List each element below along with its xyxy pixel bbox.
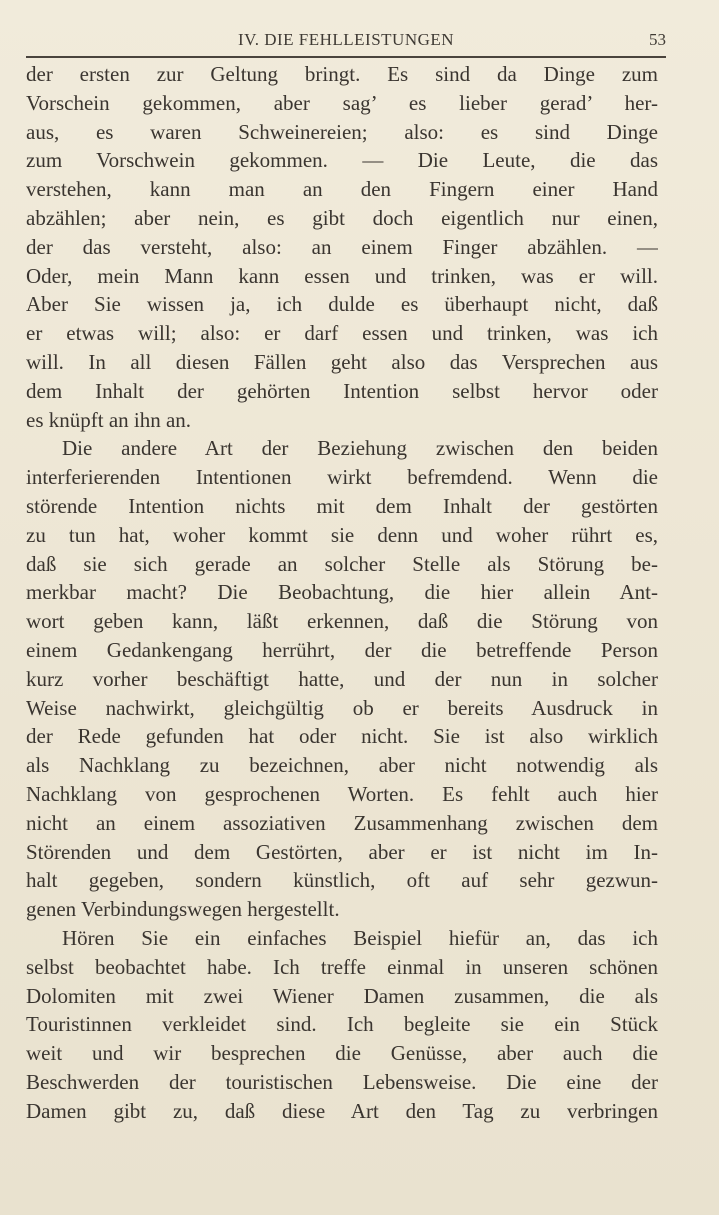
text-line: selbst beobachtet habe. Ich treffe einmal in unseren schönen [26,954,658,979]
text-line: wort geben kann, läßt erkennen, daß die Störung von [26,609,658,634]
text-line: merkbar macht? Die Beobachtung, die hier allein Ant- [26,580,658,605]
text-line: daß sie sich gerade an solcher Stelle als Störung be- [26,551,658,576]
text-line: Damen gibt zu, daß diese Art den Tag zu verbringen [26,1098,658,1123]
text-line: halt gegeben, sondern künstlich, oft auf sehr gezwun- [26,868,658,893]
text-line: will. In all diesen Fällen geht also das Versprechen aus [26,349,658,374]
text-line: Weise nachwirkt, gleichgültig ob er bereits Ausdruck in [26,695,658,720]
text-line: verstehen, kann man an den Fingern einer Hand [26,177,658,202]
text-line: er etwas will; also: er darf essen und trinken, was ich [26,321,658,346]
paragraph-start-line: Hören Sie ein einfaches Beispiel hiefür an, das ich [62,925,658,950]
text-line: als Nachklang zu bezeichnen, aber nicht notwendig als [26,753,658,778]
text-line: dem Inhalt der gehörten Intention selbst hervor oder [26,378,658,403]
text-line: weit und wir besprechen die Genüsse, aber auch die [26,1041,658,1066]
text-line: Oder, mein Mann kann essen und trinken, was er will. [26,263,658,288]
header-rule [26,56,666,58]
text-line: Touristinnen verkleidet sind. Ich begleite sie ein Stück [26,1012,658,1037]
page-number: 53 [649,30,666,49]
text-line: es knüpft an ihn an. [26,407,192,432]
text-line: Nachklang von gesprochenen Worten. Es fehlt auch hier [26,781,658,806]
text-line: zu tun hat, woher kommt sie denn und woher rührt es, [26,522,658,547]
text-line: interferierenden Intentionen wirkt befremdend. Wenn die [26,465,658,490]
text-line: störende Intention nichts mit dem Inhalt der gestörten [26,493,658,518]
text-line: Dolomiten mit zwei Wiener Damen zusammen, die als [26,983,658,1008]
text-line: Aber Sie wissen ja, ich dulde es überhaupt nicht, daß [26,292,658,317]
text-line: einem Gedankengang herrührt, der die betreffende Person [26,637,658,662]
page-header [26,26,666,58]
text-line: aus, es waren Schweinereien; also: es sind Dinge [26,119,658,144]
paragraph-start-line: Die andere Art der Beziehung zwischen den beiden [62,436,658,461]
text-line: der Rede gefunden hat oder nicht. Sie ist also wirklich [26,724,658,749]
text-line: der ersten zur Geltung bringt. Es sind da Dinge zum [26,62,658,86]
text-line: zum Vorschwein gekommen. — Die Leute, die das [26,148,658,173]
text-line: Vorschein gekommen, aber sag’ es lieber gerad’ her- [26,90,658,115]
text-line: genen Verbindungswegen hergestellt. [26,897,340,922]
running-title: IV. DIE FEHLLEISTUNGEN [237,30,455,49]
text-line: Beschwerden der touristischen Lebensweise. Die eine der [26,1069,658,1094]
body-text [26,60,658,1125]
text-line: kurz vorher beschäftigt hatte, und der nun in solcher [26,666,658,691]
text-line: Störenden und dem Gestörten, aber er ist nicht im In- [26,839,658,864]
text-line: der das versteht, also: an einem Finger abzählen. — [26,234,658,259]
text-line: nicht an einem assoziativen Zusammenhang zwischen dem [26,810,658,835]
text-line: abzählen; aber nein, es gibt doch eigentlich nur einen, [26,205,658,230]
